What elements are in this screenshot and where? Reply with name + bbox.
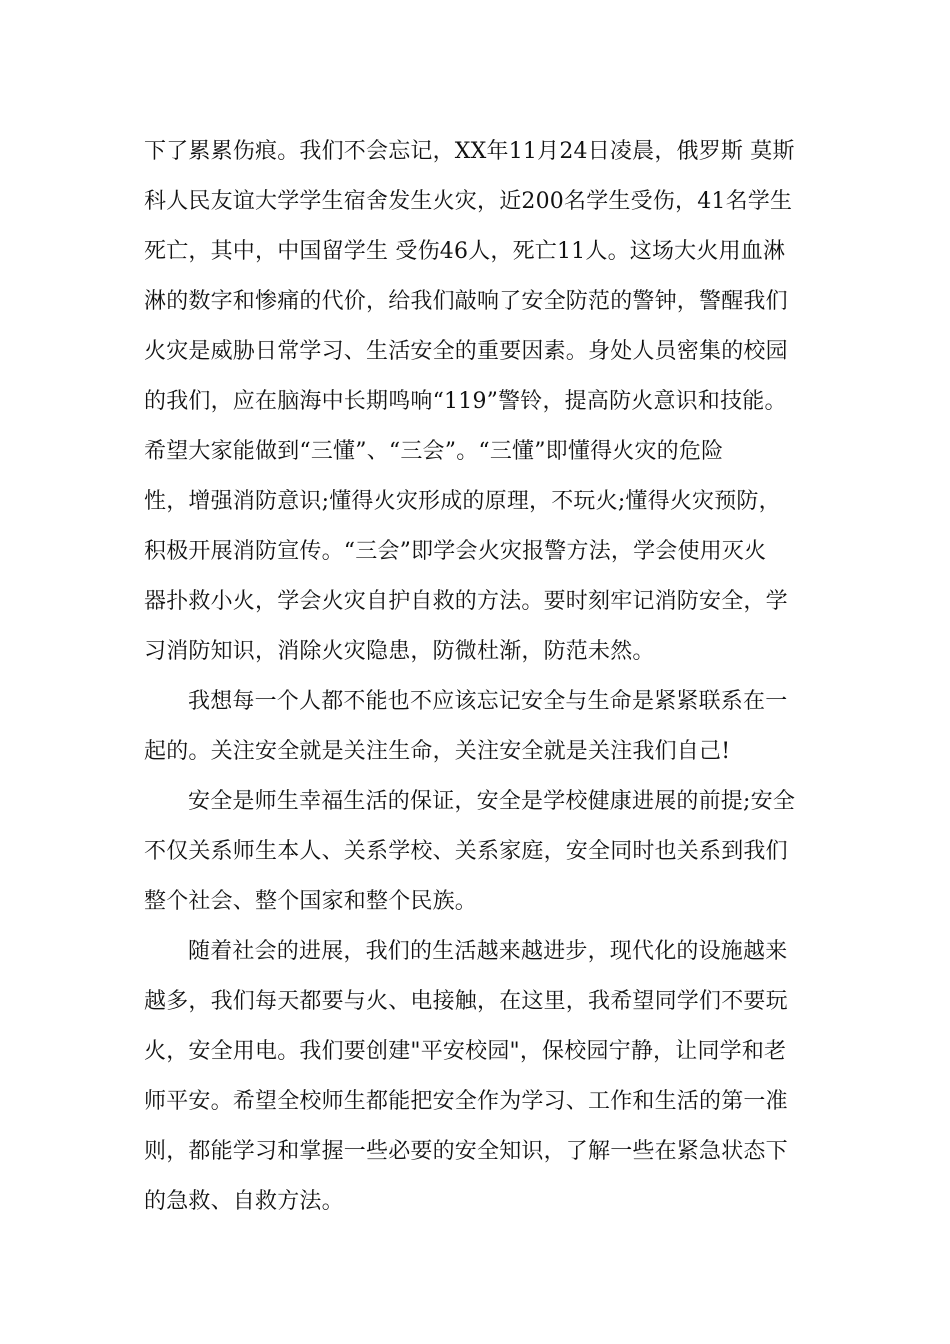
text-line: 越多，我们每天都要与火、电接触，在这里，我希望同学们不要玩 <box>144 989 788 1014</box>
paragraph-start-line: 随着社会的进展，我们的生活越来越进步，现代化的设施越来 <box>188 939 788 964</box>
text-line: 器扑救小火，学会火灾自护自救的方法。要时刻牢记消防安全，学 <box>144 589 788 614</box>
text-line: 火，安全用电。我们要创建"平安校园"，保校园宁静，让同学和老 <box>144 1039 787 1064</box>
text-line: 的我们，应在脑海中长期鸣响“119”警铃，提高防火意识和技能。 <box>144 389 787 414</box>
text-line: 师平安。希望全校师生都能把安全作为学习、工作和生活的第一准 <box>144 1089 788 1114</box>
text-line: 性，增强消防意识;懂得火灾形成的原理，不玩火;懂得火灾预防， <box>144 489 781 514</box>
text-line: 起的。关注安全就是关注生命，关注安全就是关注我们自己! <box>144 739 731 764</box>
text-line: 下了累累伤痕。我们不会忘记，XX年11月24日凌晨，俄罗斯 莫斯 <box>144 139 795 164</box>
text-line: 希望大家能做到“三懂”、“三会”。“三懂”即懂得火灾的危险 <box>144 439 724 464</box>
text-line: 整个社会、整个国家和整个民族。 <box>144 889 478 914</box>
text-line: 则，都能学习和掌握一些必要的安全知识，了解一些在紧急状态下 <box>144 1139 788 1164</box>
text-line: 火灾是威胁日常学习、生活安全的重要因素。身处人员密集的校园 <box>144 339 788 364</box>
text-line: 的急救、自救方法。 <box>144 1189 344 1214</box>
text-line: 死亡，其中，中国留学生 受伤46人，死亡11人。这场大火用血淋 <box>144 239 786 264</box>
text-line: 淋的数字和惨痛的代价，给我们敲响了安全防范的警钟，警醒我们 <box>144 289 788 314</box>
document-body <box>144 127 809 1227</box>
paragraph-start-line: 安全是师生幸福生活的保证，安全是学校健康进展的前提;安全 <box>188 789 796 814</box>
text-line: 习消防知识，消除火灾隐患，防微杜渐，防范未然。 <box>144 639 655 664</box>
text-line: 不仅关系师生本人、关系学校、关系家庭，安全同时也关系到我们 <box>144 839 788 864</box>
paragraph-start-line: 我想每一个人都不能也不应该忘记安全与生命是紧紧联系在一 <box>188 689 788 714</box>
text-line: 科人民友谊大学学生宿舍发生火灾，近200名学生受伤，41名学生 <box>144 189 793 214</box>
text-line: 积极开展消防宣传。“三会”即学会火灾报警方法，学会使用灭火 <box>144 539 767 564</box>
